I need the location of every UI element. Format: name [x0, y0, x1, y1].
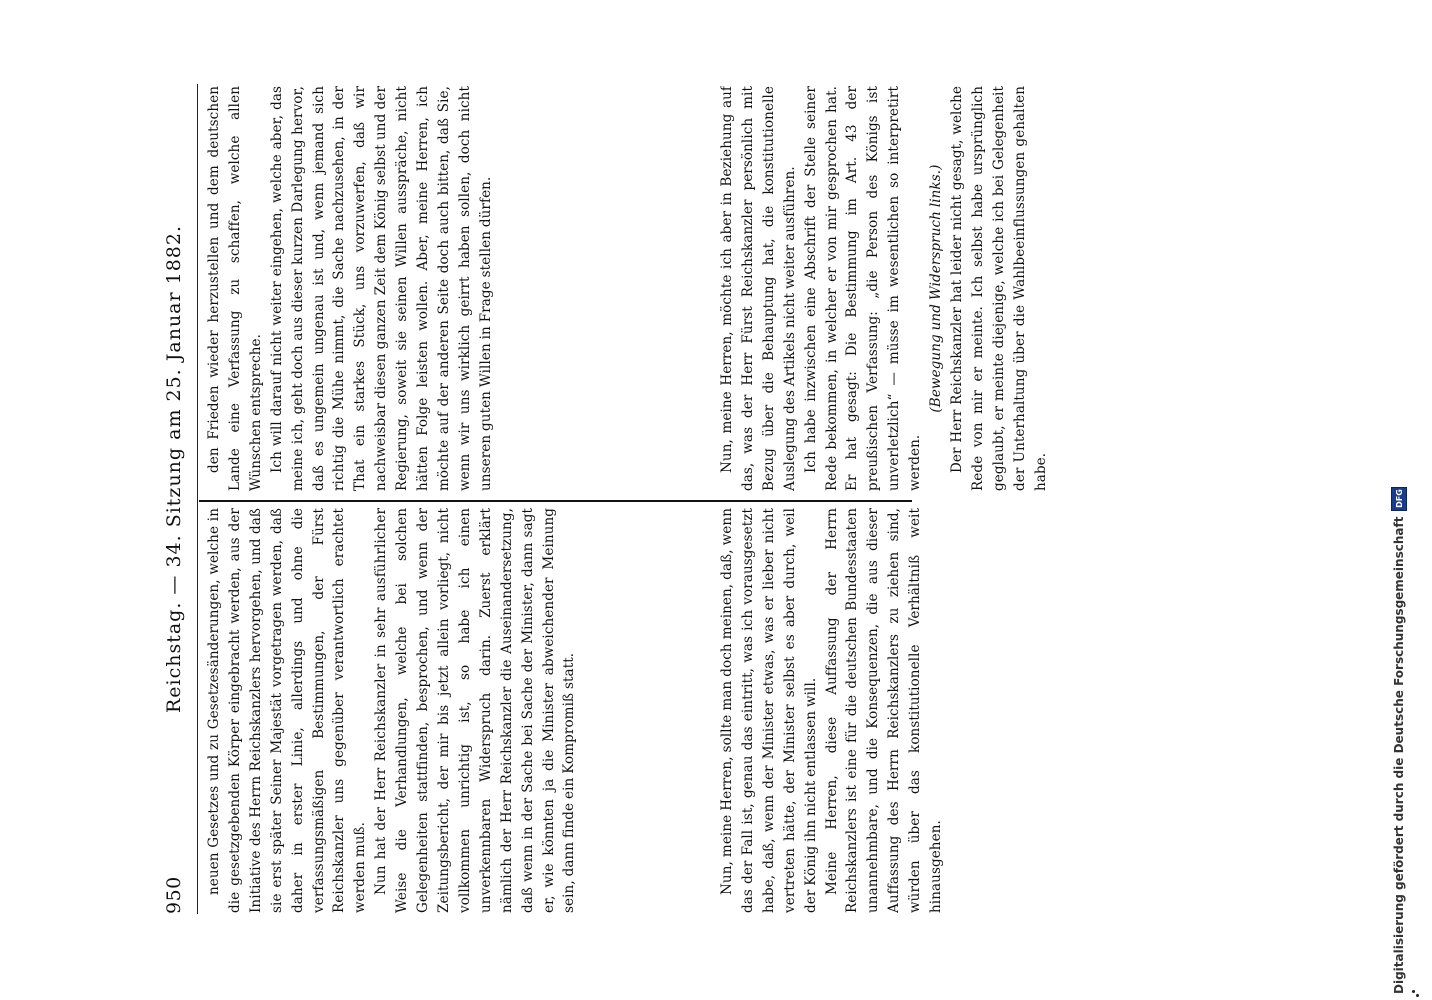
text-column-left	[204, 86, 712, 491]
paragraph: den Frieden wieder herzustellen und dem deutschen Lande eine Verfassung zu schaffen, welche allen Wünschen entspreche.	[206, 86, 264, 491]
paragraph: Der Herr Reichskanzler hat leider nicht gesagt, welche Rede von mir er meinte. Ich selbst habe ursprünglich geglaubt, er meinte diejenige, welche ich bei Gelegenheit der Unterhaltung über die Wahlbeeinflussungen gehalten habe.	[948, 86, 1049, 491]
dfg-logo: DFG	[1391, 487, 1407, 511]
interjection: (Bewegung und Widerspruch links.)	[928, 164, 945, 413]
scan-speck	[1412, 990, 1415, 993]
text-column-right-lower	[717, 508, 1362, 913]
paragraph: Nun, meine Herren, sollte man doch meinen, daß, wenn das der Fall ist, genau das eintritt, was ich vorausgesetzt habe, daß, wenn der Minister etwas, was er lieber nicht vertreten hätte, der Minister selbst es aber durch, weil der König ihn nicht entlassen will.	[719, 508, 819, 913]
header-rule	[197, 84, 198, 914]
paragraph: neuen Gesetzes und zu Gesetzesänderungen, welche in die gesetzgebenden Körper eingebracht werden, aus der Initiative des Herrn Reichskanzlers hervorgehen, und daß sie erst später Seiner Majestät vorgetragen werden, daß daher in erster Linie, allerdings und ohne die verfassungsmäßigen Bestimmungen, der Fürst Reichskanzler uns gegenüber verantwortlich erachtet werden muß.	[206, 508, 369, 913]
text-column-right	[204, 508, 712, 913]
digitization-credit	[1386, 4, 1412, 994]
paragraph: Ich will darauf nicht weiter eingehen, welche aber, das meine ich, geht doch aus dieser kurzen Darlegung hervor, daß es ungemein ungenau ist und, wenn jemand sich richtig die Mühe nimmt, die Sache nachzusehen, in der That ein starkes Stück, uns vorzuwerfen, daß wir nachweisbar diesen ganzen Zeit dem König selbst und der Regierung, soweit sie seinen Willen ausspräche, nicht hätten Folge leisten wollen. Aber, meine Herren, ich möchte auf der anderen Seite doch auch bitten, daß Sie, wenn wir uns wirklich geirrt haben sollen, doch nicht unseren guten Willen in Frage stellen dürfen.	[268, 86, 494, 491]
text-column-left-lower	[717, 86, 1312, 491]
page-number: 950	[163, 876, 185, 914]
paragraph: Nun hat der Herr Reichskanzler in sehr ausführlicher Weise die Verhandlungen, welche bei solchen Gelegenheiten stattfinden, besprochen, und wenn der Zeitungsbericht, der mir bis jetzt allein vorliegt, nicht vollkommen unrichtig ist, so habe ich einen unverkennbaren Widerspruch darin. Zuerst erklärt nämlich der Herr Reichskanzler die Auseinandersetzung, daß wenn in der Sache bei Sache der Minister, dann sagt er, wie könnten ja die Minister abweichender Meinung sein, dann finde ein Kompromiß statt.	[373, 508, 578, 913]
scan-speck	[1416, 994, 1419, 997]
paragraph: Nun, meine Herren, möchte ich aber in Beziehung auf das, was der Herr Fürst Reichskanzler persönlich mit Bezug über die Behauptung hat, die konstitutionelle Auslegung des Artikels nicht weiter ausführen.	[719, 86, 798, 491]
credit-text: Digitalisierung gefördert durch die Deutsche Forschungsgemeinschaft	[1392, 516, 1406, 994]
paragraph: Meine Herren, diese Auffassung der Herrn Reichskanzlers ist eine für die deutschen Bundesstaaten unannehmbare, und die Konsequenzen, die aus dieser Auffassung des Herrn Reichskanzlers zu ziehen sind, würden über das konstitutionelle Verhältniß weit hinausgehen.	[823, 508, 945, 913]
column-divider	[199, 500, 912, 502]
running-title: Reichstag. — 34. Sitzung am 25. Januar 1882.	[163, 224, 185, 714]
running-head	[154, 84, 194, 914]
paragraph: Ich habe inzwischen eine Abschrift der Stelle seiner Rede bekommen, in welcher er von mir gesprochen hat. Er hat gesagt: Die Bestimmung im Art. 43 der preußischen Verfassung: „die Person des Königs ist unverletzlich“ — müsse im wesentlichen so interpretirt werden.	[802, 86, 924, 491]
